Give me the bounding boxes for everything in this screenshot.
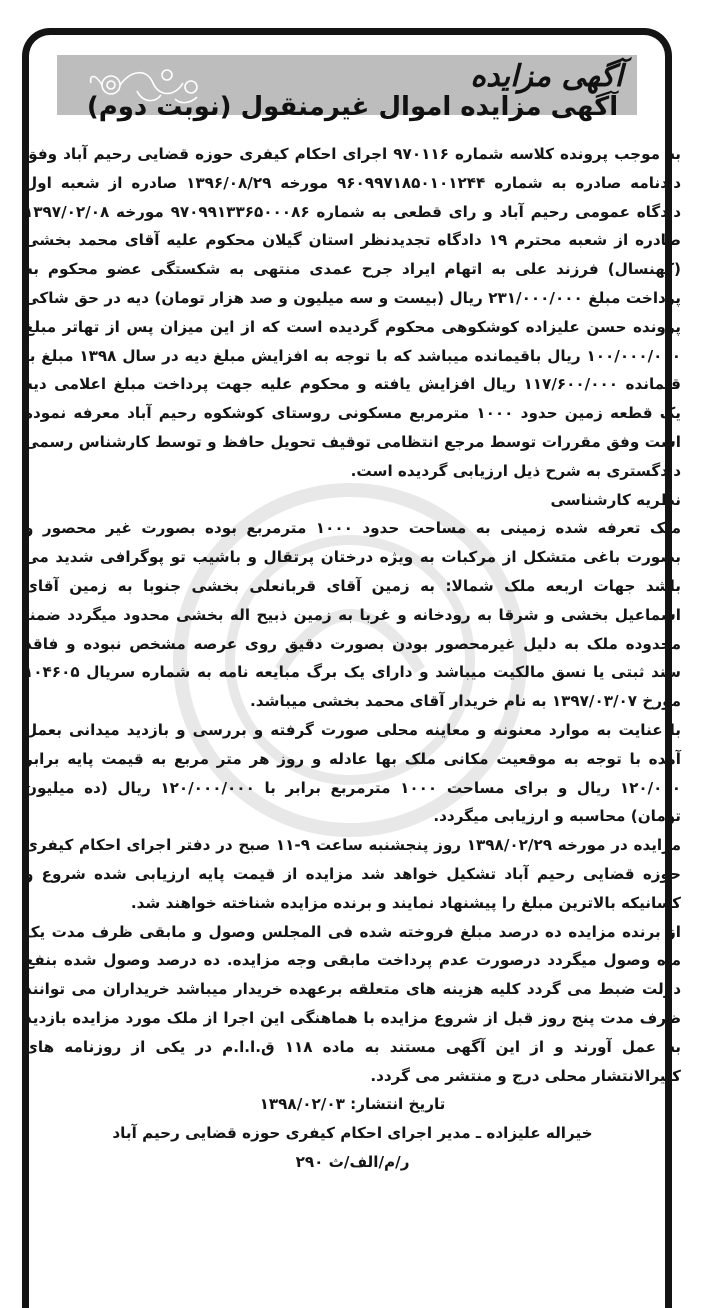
banner-title: آگهی مزایده [470, 59, 623, 94]
publish-date: تاریخ انتشار: ۱۳۹۸/۰۲/۰۳ [259, 1095, 446, 1114]
notice-body [24, 140, 681, 1177]
notice-title: آگهی مزایده اموال غیرمنقول (نوبت دوم) [86, 92, 619, 122]
paragraph-auction-date: مزایده در مورخه ۱۳۹۸/۰۲/۲۹ روز پنجشنبه ساعت ۹-۱۱ صبح در دفتر اجرای احکام کیفری حوزه قضایی رحیم آباد تشکیل خواهد شد مزایده از قیمت پایه ارزیابی شده شروع و کسانیکه بالاترین مبلغ را پیشنهاد نمایند و برنده مزایده شناخته خواهند شد. [24, 836, 681, 912]
expert-opinion-heading: نظریه کارشناسی [550, 490, 681, 509]
paragraph-terms: از برنده مزایده ده درصد مبلغ فروخته شده فی المجلس وصول و مابقی ظرف مدت یک ماه وصول میگردد درصورت عدم پرداخت مابقی وجه مزایده. ده درصد وصول شده بنفع دولت ضبط می گردد کلیه هزینه های متعلقه برعهده خریدار میباشد خریداران می توانند ظرف مدت پنج روز قبل از شروع مزایده با هماهنگی این اجرا از ملک مورد مزایده بازدید به عمل آورند و از این آگهی مستند به ماده ۱۱۸ ق.ا.ا.م در یکی از روزنامه های کثیرالانتشار محلی درج و منتشر می گردد. [24, 922, 682, 1085]
reference-number: ر/م/الف/ث ۲۹۰ [295, 1152, 410, 1171]
paragraph-case: به موجب پرونده کلاسه شماره ۹۷۰۱۱۶ اجرای احکام کیفری حوزه قضایی رحیم آباد وفق دادنامه صادره به شماره ۹۶۰۹۹۷۱۸۵۰۱۰۱۲۴۴ مورخه ۱۳۹۶/۰۸/۲۹ صادره از شعبه اول دادگاه عمومی رحیم آباد و رای قطعی به شماره ۹۷۰۹۹۱۳۳۶۵۰۰۰۸۶ مورخه ۱۳۹۷/۰۲/۰۸ صادره از شعبه محترم ۱۹ دادگاه تجدیدنظر استان گیلان محکوم علیه آقای محمد بخشی (کهنسال) فرزند علی به اتهام ایراد جرح عمدی منتهی به شکستگی عضو محکوم به پرداخت مبلغ ۲۳۱/۰۰۰/۰۰۰ ریال (بیست و سه میلیون و صد هزار تومان) دیه در حق شاکی پرونده حسن علیزاده کوشکوهی محکوم گردیده است که از این میزان پس از تهاتر مبلغ ۱۰۰/۰۰۰/۰۰۰ ریال باقیمانده میباشد که با توجه به افزایش مبلغ دیه در سال ۱۳۹۸ مبلغ با قیمانده ۱۱۷/۶۰۰/۰۰۰ ریال افزایش یافته و محکوم علیه جهت پرداخت مبلغ اعلامی دیه یک قطعه زمین حدود ۱۰۰۰ مترمربع مسکونی روستای کوشکوه رحیم آباد معرفه نموده است وفق مقررات توسط مرجع انتظامی توقیف تحویل حافظ و توسط کارشناس رسمی دادگستری به شرح ذیل ارزیابی گردیده است. [24, 145, 682, 480]
signature: خیراله علیزاده ـ مدیر اجرای احکام کیفری حوزه قضایی رحیم آباد [112, 1124, 593, 1143]
paragraph-property: ملک تعرفه شده زمینی به مساحت حدود ۱۰۰۰ مترمربع بوده بصورت غیر محصور و بصورت باغی متشکل از مرکبات به ویژه درختان پرتقال و باشیب تو پوگرافی شدید می باشد جهات اربعه ملک شمالا: به زمین آقای قربانعلی بخشی جنوبا به زمین آقای اسماعیل بخشی و شرقا به رودخانه و غربا به زمین ذبیح اله بخشی محدود میگردد ضمنا محدوده ملک به دلیل غیرمحصور بودن بصورت دقیق روی عرصه مشخص نبوده و فاقد سند ثبتی یا نسق مالکیت میباشد و دارای یک برگ مبایعه نامه به شماره سریال ۱۰۴۶۰۵ مورخ ۱۳۹۷/۰۳/۰۷ به نام خریدار آقای محمد بخشی میباشد. [24, 519, 681, 711]
paragraph-valuation: با عنایت به موارد معنونه و معاینه محلی صورت گرفته و بررسی و بازدید میدانی بعمل آمده با توجه به موقعیت مکانی ملک بها عادله و روز هر متر مربع به قیمت پایه برابر ۱۲۰/۰۰۰ ریال و برای مساحت ۱۰۰۰ مترمربع برابر با ۱۲۰/۰۰۰/۰۰۰ ریال (ده میلیون تومان) محاسبه و ارزیابی میگردد. [24, 720, 681, 826]
